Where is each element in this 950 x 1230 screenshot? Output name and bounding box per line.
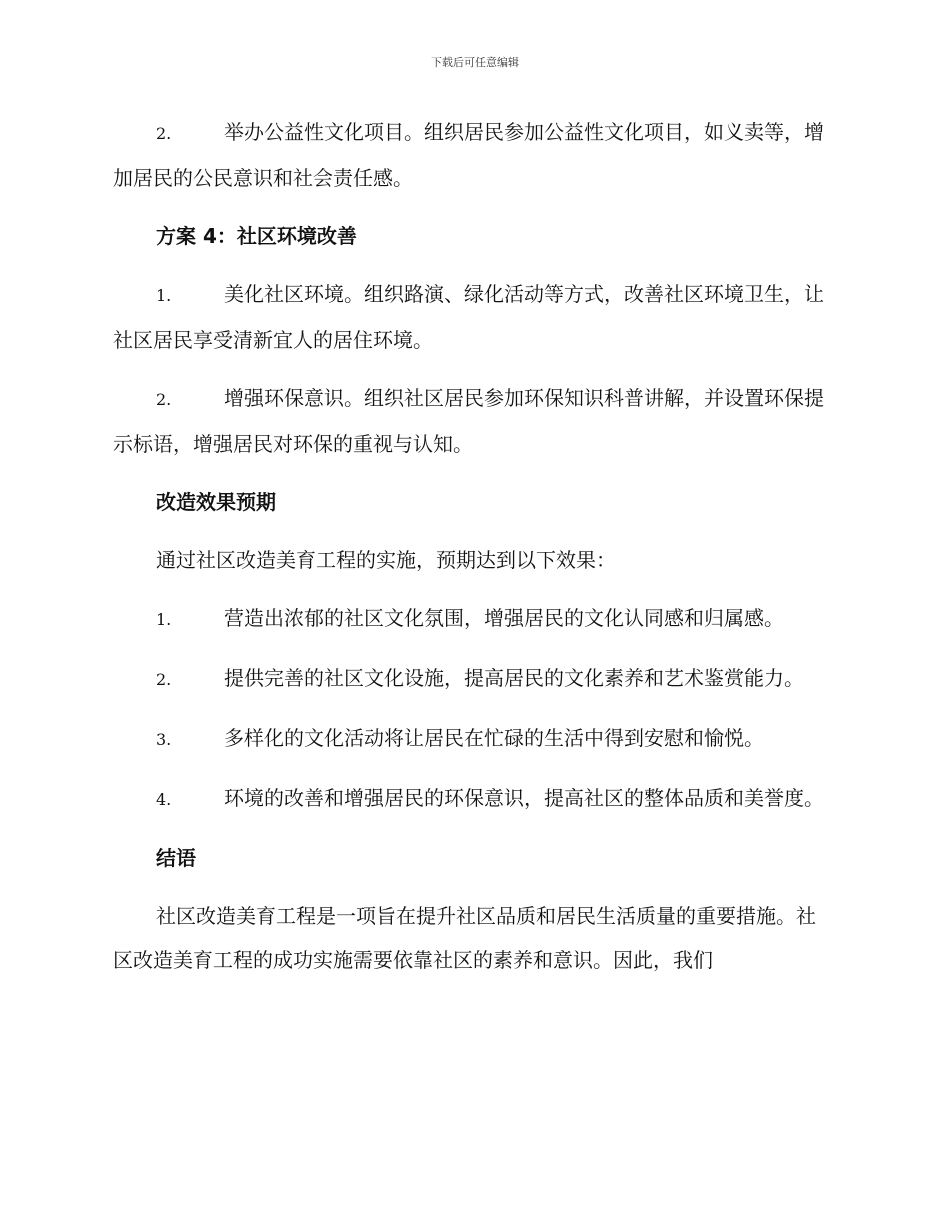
- list-item: [113, 656, 835, 702]
- list-item: [113, 272, 835, 362]
- list-item-text: 环境的改善和增强居民的环保意识，提高社区的整体品质和美誉度。: [224, 786, 824, 810]
- document-body: [113, 110, 835, 996]
- section-heading: 结语: [156, 846, 196, 870]
- paragraph: 通过社区改造美育工程的实施，预期达到以下效果：: [156, 548, 616, 572]
- list-number: 1.: [156, 610, 172, 629]
- list-item: [113, 776, 835, 822]
- list-item: [113, 716, 835, 762]
- section-heading: 方案 4：社区环境改善: [156, 224, 357, 248]
- list-item-text: 多样化的文化活动将让居民在忙碌的生活中得到安慰和愉悦。: [224, 726, 764, 750]
- list-item: [113, 596, 835, 642]
- page-header: 下载后可任意编辑: [431, 56, 519, 69]
- list-number: 2.: [156, 124, 172, 143]
- paragraph: 社区改造美育工程是一项旨在提升社区品质和居民生活质量的重要措施。社区改造美育工程的成功实施需要依靠社区的素养和意识。因此，我们: [113, 904, 816, 972]
- section-heading: 改造效果预期: [156, 490, 276, 514]
- list-item-text: 提供完善的社区文化设施，提高居民的文化素养和艺术鉴赏能力。: [224, 666, 804, 690]
- list-item-text: 美化社区环境。组织路演、绿化活动等方式，改善社区环境卫生，让社区居民享受清新宜人的居住环境。: [113, 282, 824, 352]
- list-item-text: 举办公益性文化项目。组织居民参加公益性文化项目，如义卖等，增加居民的公民意识和社会责任感。: [113, 120, 824, 190]
- list-number: 3.: [156, 730, 172, 749]
- list-item-text: 营造出浓郁的社区文化氛围，增强居民的文化认同感和归属感。: [224, 606, 784, 630]
- list-number: 1.: [156, 286, 172, 305]
- list-number: 2.: [156, 390, 172, 409]
- list-number: 2.: [156, 670, 172, 689]
- list-item-text: 增强环保意识。组织社区居民参加环保知识科普讲解，并设置环保提示标语，增强居民对环保的重视与认知。: [113, 386, 824, 456]
- list-item: [113, 110, 835, 200]
- list-number: 4.: [156, 790, 172, 809]
- list-item: [113, 376, 835, 466]
